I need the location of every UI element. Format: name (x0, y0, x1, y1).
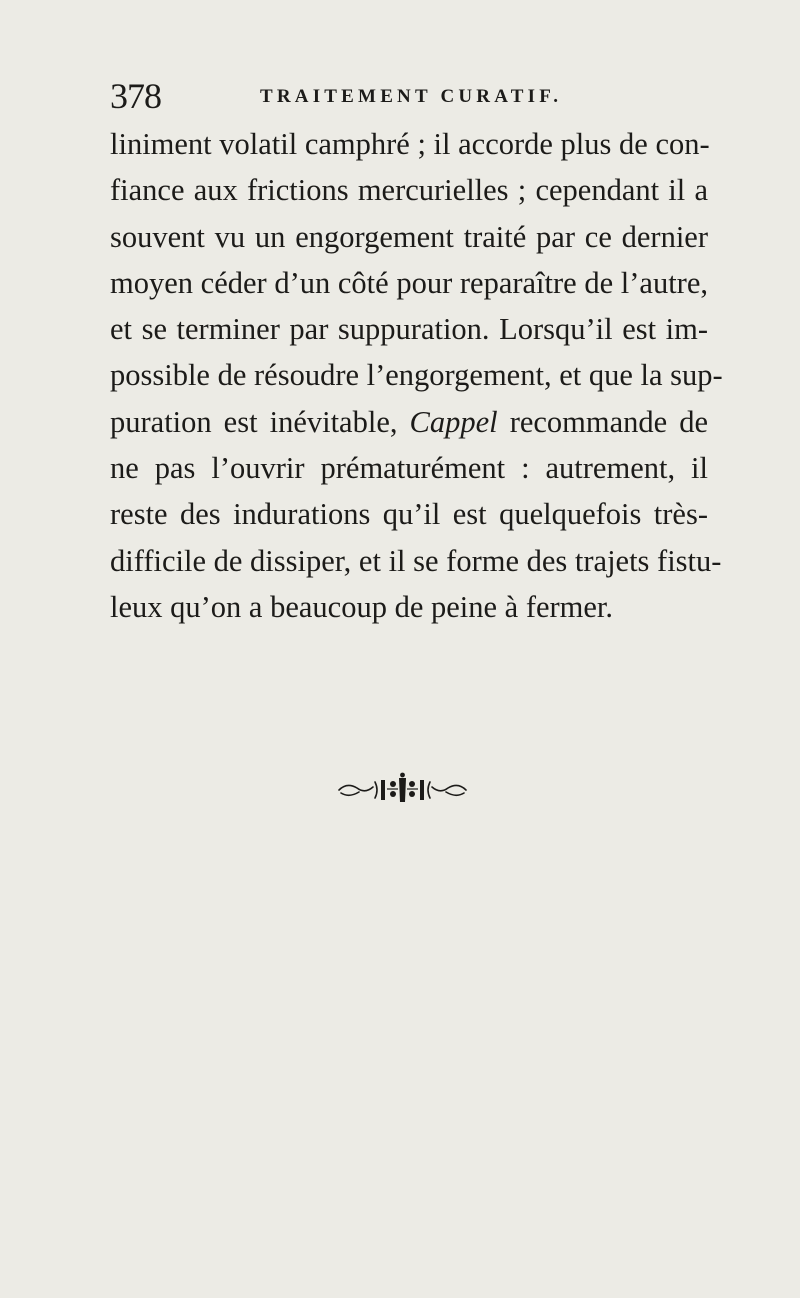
text-line: leux qu’on a beaucoup de peine à fermer. (110, 589, 614, 624)
text-line: liniment volatil camphré ; il accorde plus de con- (110, 127, 710, 161)
text-line: possible de résoudre l’engorgement, et que la sup- (110, 358, 723, 393)
text-line: reste des indurations qu’il est quelquefois très- (110, 497, 708, 532)
text-line-with-author (110, 399, 708, 445)
page-header (110, 74, 730, 118)
text-line: souvent vu un engorgement traité par ce dernier (110, 219, 708, 254)
text-line: moyen céder d’un côté pour reparaître de l’autre, (110, 265, 708, 300)
text-line: ne pas l’ouvrir prématurément : autrement, il (110, 451, 708, 486)
text-line: et se terminer par suppuration. Lorsqu’il est im- (110, 312, 708, 347)
running-title: TRAITEMENT CURATIF. (260, 86, 563, 107)
text-line: fiance aux frictions mercurielles ; cependant il a (110, 173, 708, 208)
page-number: 378 (110, 76, 161, 116)
body-text (110, 121, 723, 630)
text-segment: puration est inévitable, (110, 404, 398, 439)
author-name-italic: Cappel (409, 404, 498, 439)
decorative-fleuron-icon (335, 770, 470, 806)
text-segment: recommande de (509, 404, 709, 439)
text-line: difficile de dissiper, et il se forme des trajets fistu- (110, 543, 722, 578)
